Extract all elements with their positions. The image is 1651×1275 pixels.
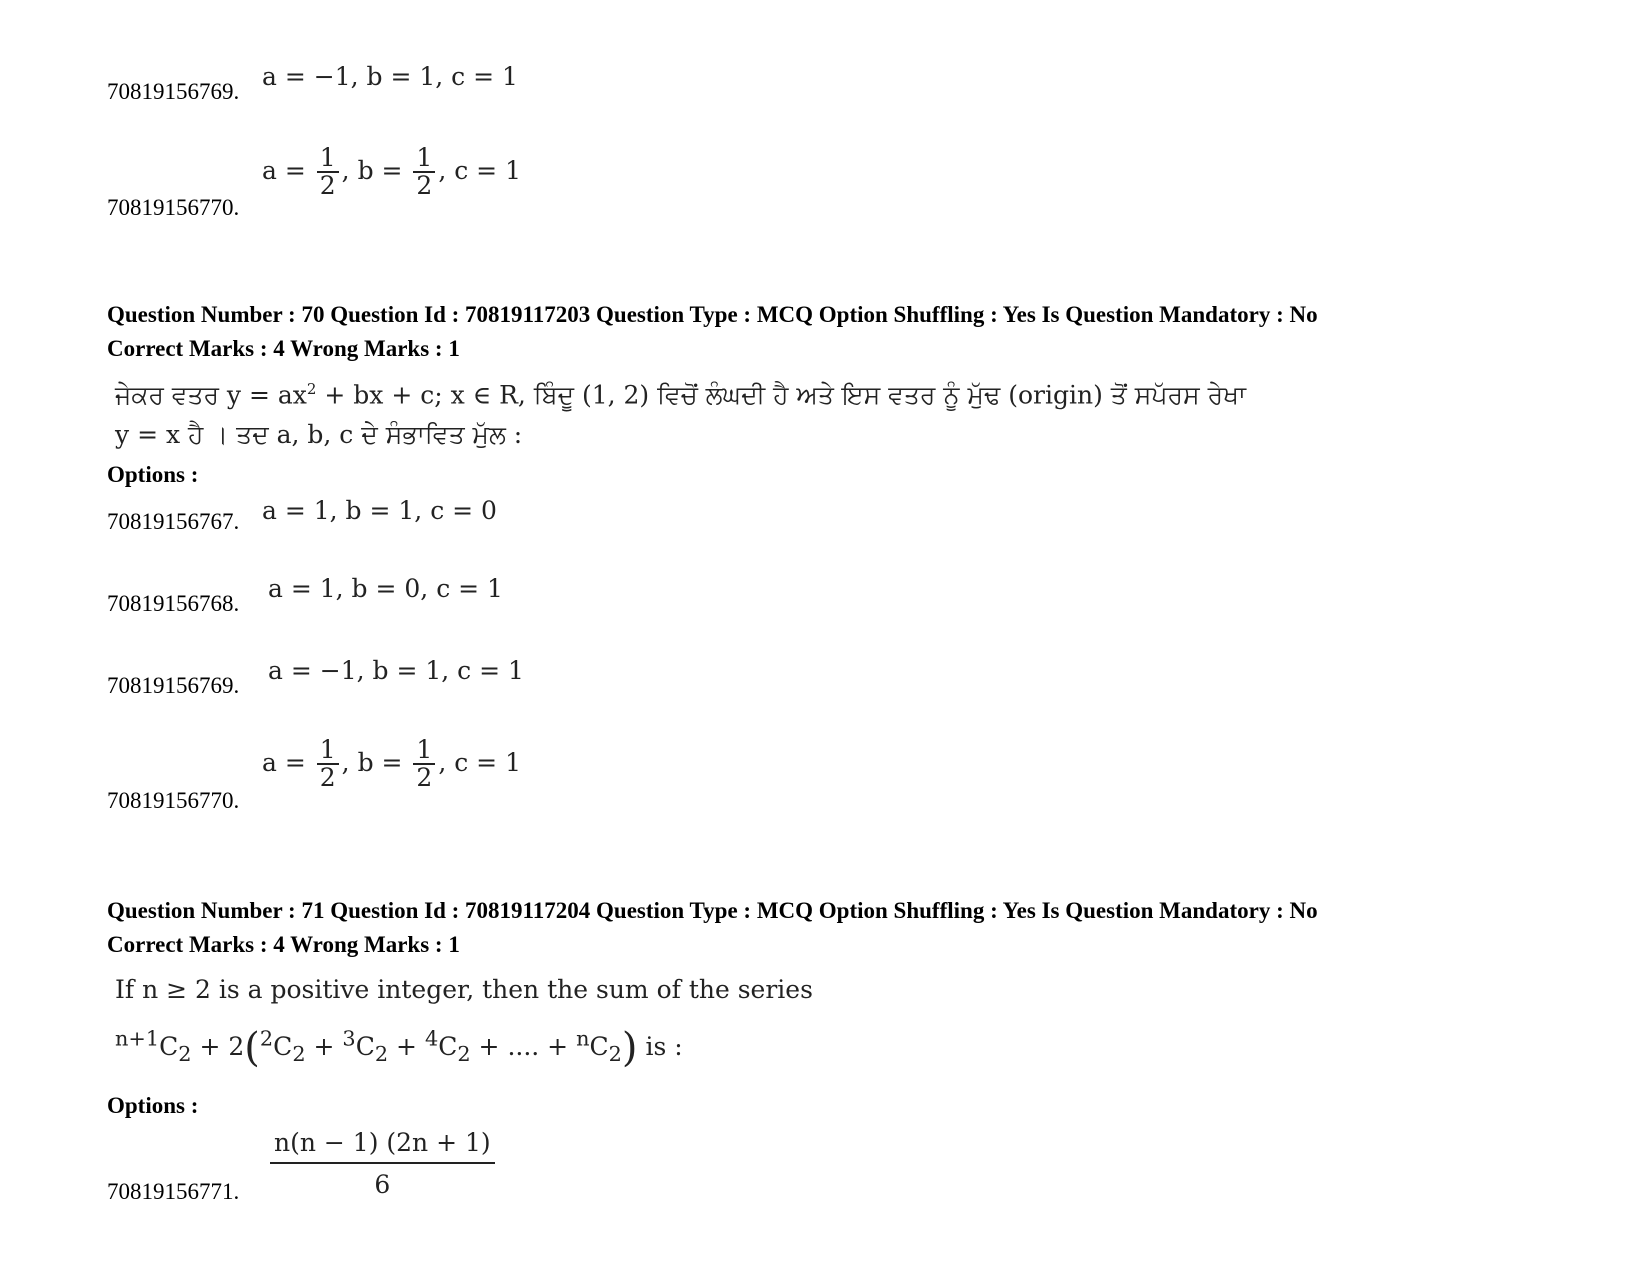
- options-label: Options :: [107, 462, 199, 487]
- option-text: a = 1, b = 0, c = 1: [268, 574, 503, 603]
- option-id: 70819156768.: [107, 591, 240, 616]
- option-id: 70819156769.: [107, 79, 240, 104]
- option-fraction-expression: a = $\frac{1}{2}$ , b = $\frac{1}{2}$ , c = 1: [262, 143, 521, 201]
- option-fraction-expression: a = $\frac{1}{2}$ , b = $\frac{1}{2}$ , c = 1: [262, 735, 521, 793]
- option-id: 70819156767.: [107, 509, 240, 534]
- option-text: a = 1, b = 1, c = 0: [262, 496, 497, 525]
- question-marks: Correct Marks : 4 Wrong Marks : 1: [107, 932, 460, 957]
- question-stem: If n ≥ 2 is a positive integer, then the sum of the series: [115, 975, 813, 1004]
- option-id: 70819156771.: [107, 1179, 240, 1204]
- fraction-numerator: n(n − 1) (2n + 1): [270, 1128, 495, 1164]
- options-label: Options :: [107, 1093, 199, 1118]
- option-id: 70819156770.: [107, 788, 240, 813]
- series-expression: $^{n+1}C_2 + 2(^2C_2 + ^3C_2 + ^4C_2$ + .... + $^nC_2$) is :: [115, 1025, 683, 1071]
- question-stem-line-2: y = x ਹੈ । ਤਦ a, b, c ਦੇ ਸੰਭਾਵਿਤ ਮੁੱਲ :: [115, 420, 523, 449]
- question-header: Question Number : 71 Question Id : 70819117204 Question Type : MCQ Option Shuffling : Yes Is Question Mandatory : No: [107, 898, 1318, 923]
- question-stem: ਜੇਕਰ ਵਤਰ $y = ax^2$ + bx + c; x ∈ R, ਬਿੰਦੂ (1, 2) ਵਿਚੋਂ ਲੰਘਦੀ ਹੈ ਅਤੇ ਇਸ ਵਤਰ ਨੂੰ ਮੁੱਢ (origin) ਤੋਂ ਸਪੱਰਸ ਰੇਖਾ: [115, 380, 1247, 410]
- option-text: a = −1, b = 1, c = 1: [262, 62, 518, 91]
- option-id: 70819156769.: [107, 673, 240, 698]
- fraction-denominator: 6: [374, 1170, 391, 1199]
- question-marks: Correct Marks : 4 Wrong Marks : 1: [107, 336, 460, 361]
- option-fraction-expression: [270, 1128, 495, 1200]
- question-header: Question Number : 70 Question Id : 70819117203 Question Type : MCQ Option Shuffling : Yes Is Question Mandatory : No: [107, 302, 1318, 327]
- option-text: a = −1, b = 1, c = 1: [268, 656, 524, 685]
- option-id: 70819156770.: [107, 195, 240, 220]
